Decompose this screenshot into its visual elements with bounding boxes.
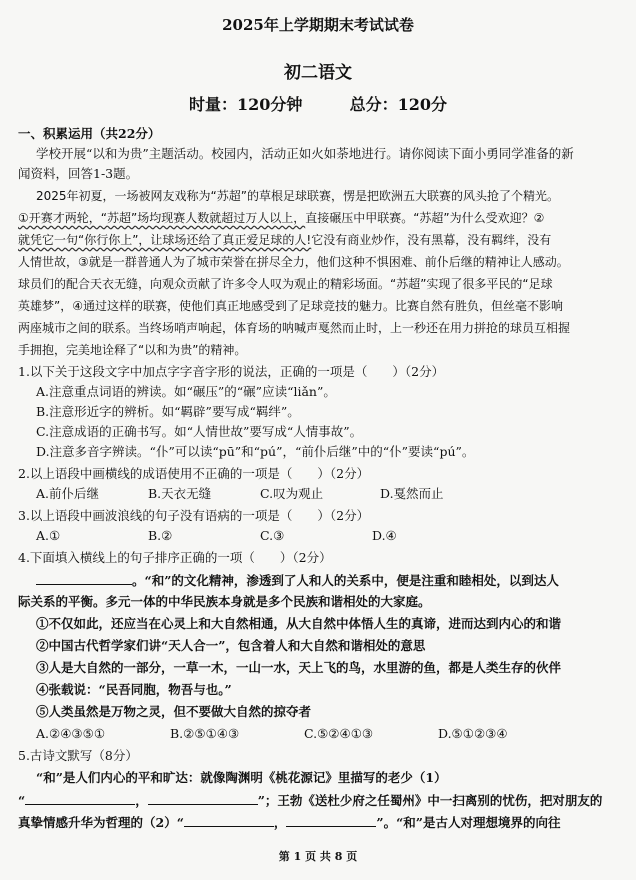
q4-fill-line [36, 572, 618, 589]
q3-option-c: C.③ [260, 528, 285, 543]
q2-option-d: D.戛然而止 [380, 486, 444, 501]
time-label: 时量：120分钟 [189, 95, 303, 114]
answer-blank[interactable] [36, 572, 132, 585]
q4-sentence-3: ③人是大自然的一部分，一草一木，一山一水，天上飞的鸟，水里游的鱼，都是人类生存的伙伴 [36, 660, 562, 675]
q5-line-1: “和”是人们内心的平和旷达：就像陶渊明《桃花源记》里描写的老少（1） [36, 770, 447, 785]
q3-option-a: A.① [36, 528, 61, 543]
question-4-stem: 4.下面填入横线上的句子排序正确的一项（ ）（2分） [18, 550, 332, 565]
q1-option-b: B.注意形近字的辨析。如“羁辟”要写成“羁绊”。 [36, 404, 300, 419]
q4-sentence-1: ①不仅如此，还应当在心灵上和大自然相通，从大自然中体悟人生的真谛，进而达到内心的和谐 [36, 616, 562, 631]
q4-option-c: C.⑤②④①③ [304, 726, 374, 741]
q5-text: ”；王勃《送杜少府之任蜀州》中一扫离别的忧伤，把对朋友的 [257, 793, 603, 808]
passage-line: 人情世故，③就是一群普通人为了城市荣誉在拼尽全力，他们这种不惧困难、前仆后继的精神让人感动。 [18, 255, 569, 269]
subject-title: 初二语文 [284, 63, 352, 83]
passage-line [18, 210, 618, 226]
section-heading: 一、积累运用（共22分） [18, 126, 161, 141]
score-label: 总分：120分 [349, 95, 447, 114]
q2-option-c: C.叹为观止 [260, 486, 324, 501]
exam-title: 2025年上学期期末考试试卷 [222, 16, 414, 34]
page-footer: 第 1 页 共 8 页 [278, 850, 358, 863]
question-3-stem: 3.以上语段中画波浪线的句子没有语病的一项是（ ）（2分） [18, 508, 370, 523]
q4-option-a: A.②④③⑤① [36, 726, 106, 741]
q3-option-d: D.④ [372, 528, 397, 543]
passage-line [18, 232, 618, 248]
q5-line-2: “ ， ”；王勃《送杜少府之任蜀州》中一扫离别的忧伤，把对朋友的 [18, 793, 603, 808]
intro-line: 学校开展“以和为贵”主题活动。校园内，活动正如火如荼地进行。请你阅读下面小勇同学准备的新 [36, 146, 574, 161]
wavy-sentence-2: 就凭它一句“你行你上”，让球场还给了真正爱足球的人! [18, 233, 312, 247]
passage-line: 手拥抱，完美地诠释了“以和为贵”的精神。 [18, 343, 247, 357]
time-score-line [0, 92, 636, 115]
q4-text-line: 际关系的平衡。多元一体的中华民族本身就是多个民族和谐相处的大家庭。 [18, 594, 431, 609]
q3-options [36, 528, 618, 544]
answer-blank[interactable] [184, 814, 274, 827]
answer-blank[interactable] [286, 814, 376, 827]
passage-line: 英雄梦”，④通过这样的联赛，使他们真正地感受到了足球竞技的魅力。比赛自然有胜负，但丝毫不影响 [18, 299, 563, 313]
question-1-stem: 1.以下关于这段文字中加点字字音字形的说法，正确的一项是（ ）（2分） [18, 364, 445, 379]
q5-text: 真挚情感升华为哲理的（2）“ [18, 815, 184, 830]
passage-text: 直接碾压中甲联赛。“苏超”为什么受欢迎？② [305, 211, 545, 225]
q2-options [36, 486, 618, 502]
q2-option-b: B.天衣无缝 [148, 486, 212, 501]
passage-line: 球员们的配合天衣无缝，向观众贡献了许多令人叹为观止的精彩场面。“苏超”实现了很多平民的“足球 [18, 277, 553, 291]
q1-option-c: C.注意成语的正确书写。如“人情世故”要写成“人情事故”。 [36, 424, 363, 439]
question-5-stem: 5.古诗文默写（8分） [18, 748, 138, 763]
passage-line: 2025年初夏，一场被网友戏称为“苏超”的草根足球联赛，愣是把欧洲五大联赛的风头抢了个精光。 [36, 189, 559, 203]
q4-options [36, 726, 618, 742]
wavy-sentence-1: ①开赛才两轮，“苏超”场均现赛人数就超过万人以上， [18, 211, 306, 225]
q5-line-3: 真挚情感升华为哲理的（2）“ ， ”。“和”是古人对理想境界的向往 [18, 815, 561, 830]
q5-text: ”。“和”是古人对理想境界的向往 [376, 815, 561, 830]
q3-option-b: B.② [148, 528, 173, 543]
q4-option-d: D.⑤①②③④ [438, 726, 508, 741]
question-2-stem: 2.以上语段中画横线的成语使用不正确的一项是（ ）（2分） [18, 466, 370, 481]
q4-option-b: B.②⑤①④③ [170, 726, 240, 741]
q1-option-d: D.注意多音字辨读。“仆”可以读“pū”和“pú”，“前仆后继”中的“仆”要读“pú”。 [36, 444, 475, 459]
passage-line: 两座城市之间的联系。当终场哨声响起，体育场的呐喊声戛然而止时，上一秒还在用力拼抢的球员互相握 [18, 321, 571, 335]
q4-sentence-5: ⑤人类虽然是万物之灵，但不要做大自然的掠夺者 [36, 704, 312, 719]
q4-sentence-4: ④张载说：“民吾同胞，物吾与也。” [36, 682, 232, 697]
q2-option-a: A.前仆后继 [36, 486, 100, 501]
answer-blank[interactable] [148, 792, 258, 805]
q1-option-a: A.注意重点词语的辨读。如“碾压”的“碾”应读“liǎn”。 [36, 384, 336, 399]
passage-text: 它没有商业炒作，没有黑幕，没有羁绊，没有 [311, 233, 552, 247]
answer-blank[interactable] [25, 792, 135, 805]
q4-sentence-2: ②中国古代哲学家们讲“天人合一”，包含着人和大自然和谐相处的意思 [36, 638, 426, 653]
q4-text: 。“和”的文化精神，渗透到了人和人的关系中，便是注重和睦相处，以到达人 [132, 573, 559, 588]
intro-line: 闻资料，回答1-3题。 [18, 166, 139, 181]
